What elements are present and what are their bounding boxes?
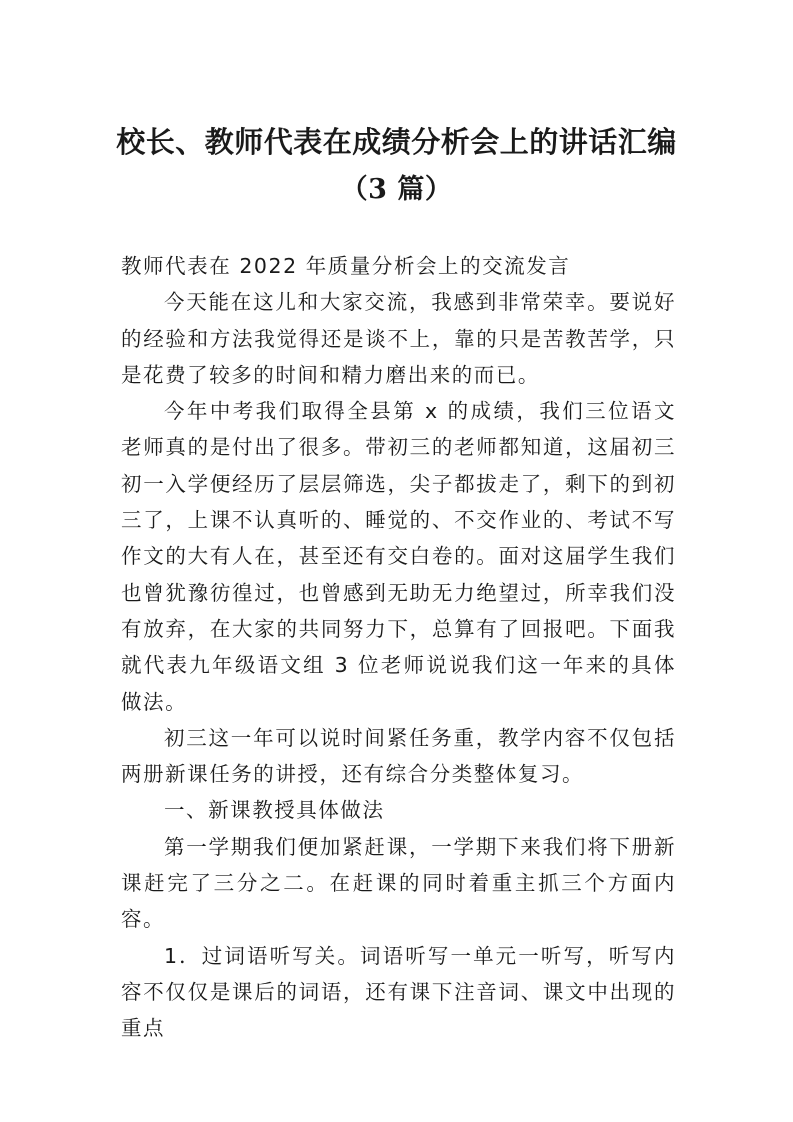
document-title-line-2: （3 篇） (340, 174, 453, 205)
paragraph: 第一学期我们便加紧赶课，一学期下来我们将下册新课赶完了三分之二。在赶课的同时着重主抓三个方面内容。 (121, 834, 676, 932)
document-body (121, 248, 676, 1047)
paragraph: 今天能在这儿和大家交流，我感到非常荣幸。要说好的经验和方法我觉得还是谈不上，靠的只是苦教苦学，只是花费了较多的时间和精力磨出来的而已。 (121, 290, 676, 387)
document-subtitle: 教师代表在 2022 年质量分析会上的交流发言 (121, 254, 571, 278)
paragraph: 今年中考我们取得全县第 x 的成绩，我们三位语文老师真的是付出了很多。带初三的老师都知道，这届初三初一入学便经历了层层筛选，尖子都拔走了，剩下的到初三了，上课不认真听的、睡觉的、不交作业的、考试不写作文的大有人在，甚至还有交白卷的。面对这届学生我们也曾犹豫彷徨过，也曾感到无助无力绝望过，所幸我们没有放弃，在大家的共同努力下，总算有了回报吧。下面我就代表九年级语文组 3 位老师说说我们这一年来的具体做法。 (121, 399, 676, 714)
document-title-line-1: 校长、教师代表在成绩分析会上的讲话汇编 (116, 125, 677, 159)
paragraph: 1．过词语听写关。词语听写一单元一听写，听写内容不仅仅是课后的词语，还有课下注音词、课文中出现的重点 (121, 943, 676, 1041)
section-heading: 一、新课教授具体做法 (164, 798, 385, 823)
paragraph: 初三这一年可以说时间紧任务重，教学内容不仅包括两册新课任务的讲授，还有综合分类整体复习。 (121, 725, 676, 787)
